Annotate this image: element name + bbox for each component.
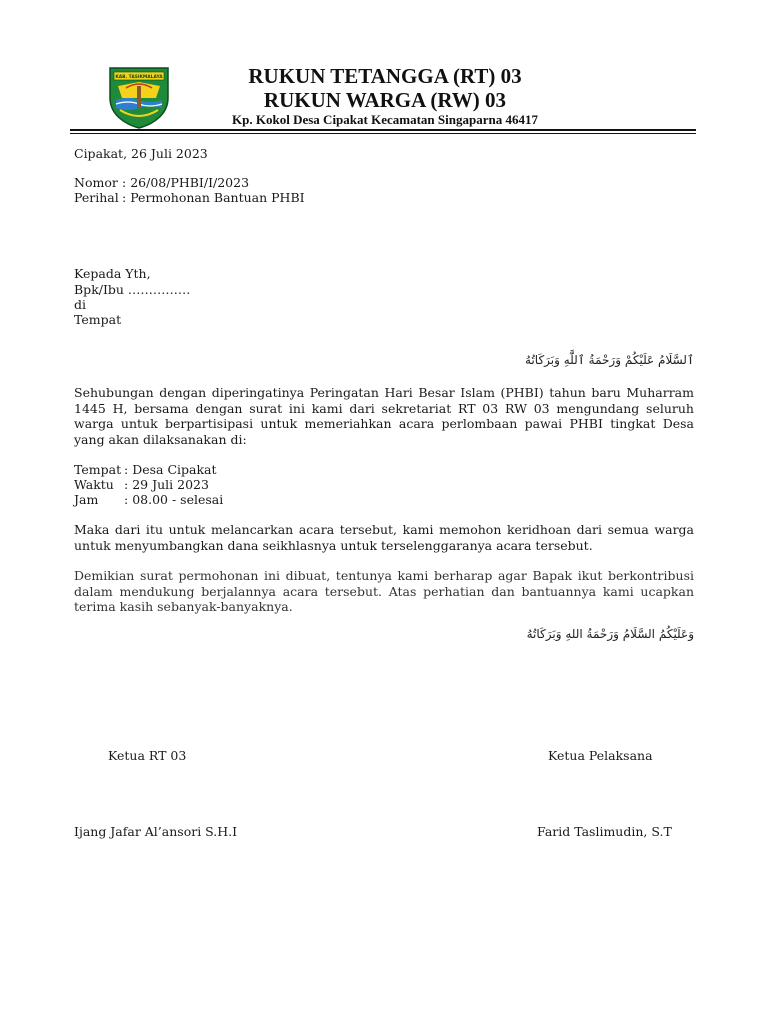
letterhead-title-rw: RUKUN WARGA (RW) 03 [263, 88, 507, 112]
recipient-line-3: di [74, 297, 86, 312]
greeting-arabic: ٱلسَّلَامُ عَلَيْكُمْ وَرَحْمَةُ ٱللَّٰهِ وَبَرَكَاتُهُ [525, 353, 694, 367]
event-jam-sep: : [124, 492, 129, 507]
perihal-sep: : [122, 190, 127, 205]
event-jam-row [74, 492, 223, 508]
event-jam-label: Jam [74, 492, 99, 507]
signature-left-name: Ijang Jafar Al’ansori S.H.I [74, 824, 238, 839]
event-waktu-sep: : [124, 477, 129, 492]
event-tempat-row [74, 462, 217, 478]
signature-right-title: Ketua Pelaksana [548, 748, 653, 763]
event-jam-value: 08.00 - selesai [132, 492, 224, 507]
perihal-value: Permohonan Bantuan PHBI [130, 190, 305, 205]
event-waktu-value: 29 Juli 2023 [132, 477, 209, 492]
letterhead-divider-thick [70, 129, 696, 131]
body-paragraph-1 [74, 385, 694, 447]
body-paragraph-2-text: Maka dari itu untuk melancarkan acara tersebut, kami memohon keridhoan dari semua warga untuk menyumbangkan dana seikhlasnya untuk terselenggaranya acara tersebut. [74, 522, 694, 553]
body-paragraph-2 [74, 522, 694, 553]
event-waktu-label: Waktu [74, 477, 114, 492]
body-paragraph-3 [74, 568, 694, 615]
perihal-row [74, 190, 305, 206]
event-tempat-sep: : [124, 462, 129, 477]
nomor-label: Nomor [74, 175, 118, 190]
letter-date: Cipakat, 26 Juli 2023 [74, 146, 208, 161]
recipient-line-4: Tempat [74, 312, 122, 327]
nomor-value: 26/08/PHBI/I/2023 [130, 175, 250, 190]
signature-left-title: Ketua RT 03 [108, 748, 187, 763]
closing-arabic: وَعَلَيْكُمُ السَّلَامُ وَرَحْمَةُ اللهِ وَبَرَكَاتُهُ [526, 627, 694, 641]
recipient-line-1: Kepada Yth, [74, 266, 151, 281]
event-waktu-row [74, 477, 209, 493]
nomor-sep: : [122, 175, 127, 190]
perihal-label: Perihal [74, 190, 119, 205]
letterhead-title-rt: RUKUN TETANGGA (RT) 03 [248, 64, 522, 88]
body-paragraph-1-text: Sehubungan dengan diperingatinya Peringatan Hari Besar Islam (PHBI) tahun baru Muharram 1445 H, bersama dengan surat ini kami dari sekretariat RT 03 RW 03 mengundang seluruh warga untuk berpartisipasi untuk memeriahkan acara perlombaan pawai PHBI tingkat Desa yang akan dilaksanakan di: [74, 385, 694, 447]
body-paragraph-3-text: Demikian surat permohonan ini dibuat, tentunya kami berharap agar Bapak ikut berkontribusi dalam mendukung berjalannya acara tersebut. Atas perhatian dan bantuannya kami ucapkan terima kasih sebanyak-banyaknya. [74, 568, 694, 614]
letterhead-divider-thin [70, 133, 696, 134]
event-tempat-label: Tempat [74, 462, 122, 477]
event-tempat-value: Desa Cipakat [132, 462, 217, 477]
signature-right-name: Farid Taslimudin, S.T [537, 824, 672, 839]
letterhead-address: Kp. Kokol Desa Cipakat Kecamatan Singaparna 46417 [232, 112, 538, 127]
recipient-line-2: Bpk/Ibu …………… [74, 282, 191, 297]
svg-text:KAB. TASIKMALAYA: KAB. TASIKMALAYA [115, 75, 163, 80]
nomor-row [74, 175, 249, 191]
